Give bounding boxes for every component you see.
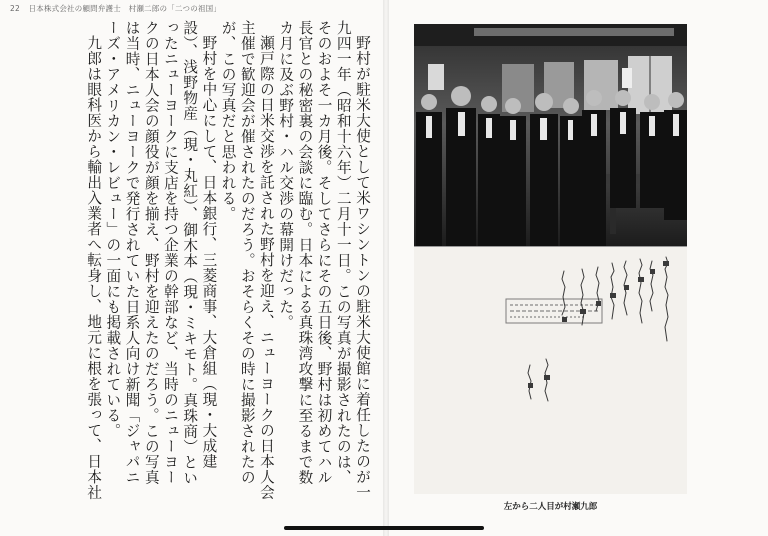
paragraph: 野村が駐米大使として米ワシントンの駐米大使館に着任したのが一九四一年（昭和十六年）二月十一日。この写真が撮影されたのは、そのおよそ一カ月後。そしてさらにその五日後、野村は初めてハル長官との秘密裏の会談に臨む。日本による真珠湾攻撃に至るまで数カ月に及ぶ野村・ハル交渉の幕開けだった。	[277, 20, 371, 500]
page-scroll-indicator[interactable]	[284, 526, 484, 530]
figure-caption: 左から二人目が村瀬九郎	[503, 502, 598, 512]
paragraph: 野村を中心にして、日本銀行、三菱商事、大倉組（現・大成建設）、浅野物産（現・丸紅）、御木本（現・ミキモト。真珠商）といったニューヨークに支店を持つ企業の幹部など、当時のニューヨークの日本人会の顔役が顔を揃え、野村を迎えたのだろう。この写真は当時、ニューヨークで発行されていた日系人向け新聞「ジャパニーズ・アメリカン・レビュー」の一面にも掲載されている。	[104, 20, 218, 486]
book-gutter	[383, 0, 389, 536]
paragraph: 九郎は眼科医から輸出入業者へ転身し、地元に根を張って、日本社	[85, 34, 103, 500]
group-photo-image	[414, 24, 687, 246]
running-title: 日本株式会社の顧問弁護士 村瀬二郎の「二つの祖国」	[28, 4, 222, 13]
group-photo	[414, 24, 687, 246]
body-text	[40, 20, 372, 500]
running-header	[10, 3, 221, 14]
page-number: 22	[10, 4, 20, 13]
paragraph: 瀬戸際の日米交渉を託された野村を迎え、ニューヨークの日本人会主催で歓迎会が催されたのだろう。おそらくその時に撮影されたのが、この写真だと思われる。	[219, 20, 275, 500]
photo-back-image	[414, 247, 687, 494]
photo-back-inscription	[414, 246, 687, 494]
